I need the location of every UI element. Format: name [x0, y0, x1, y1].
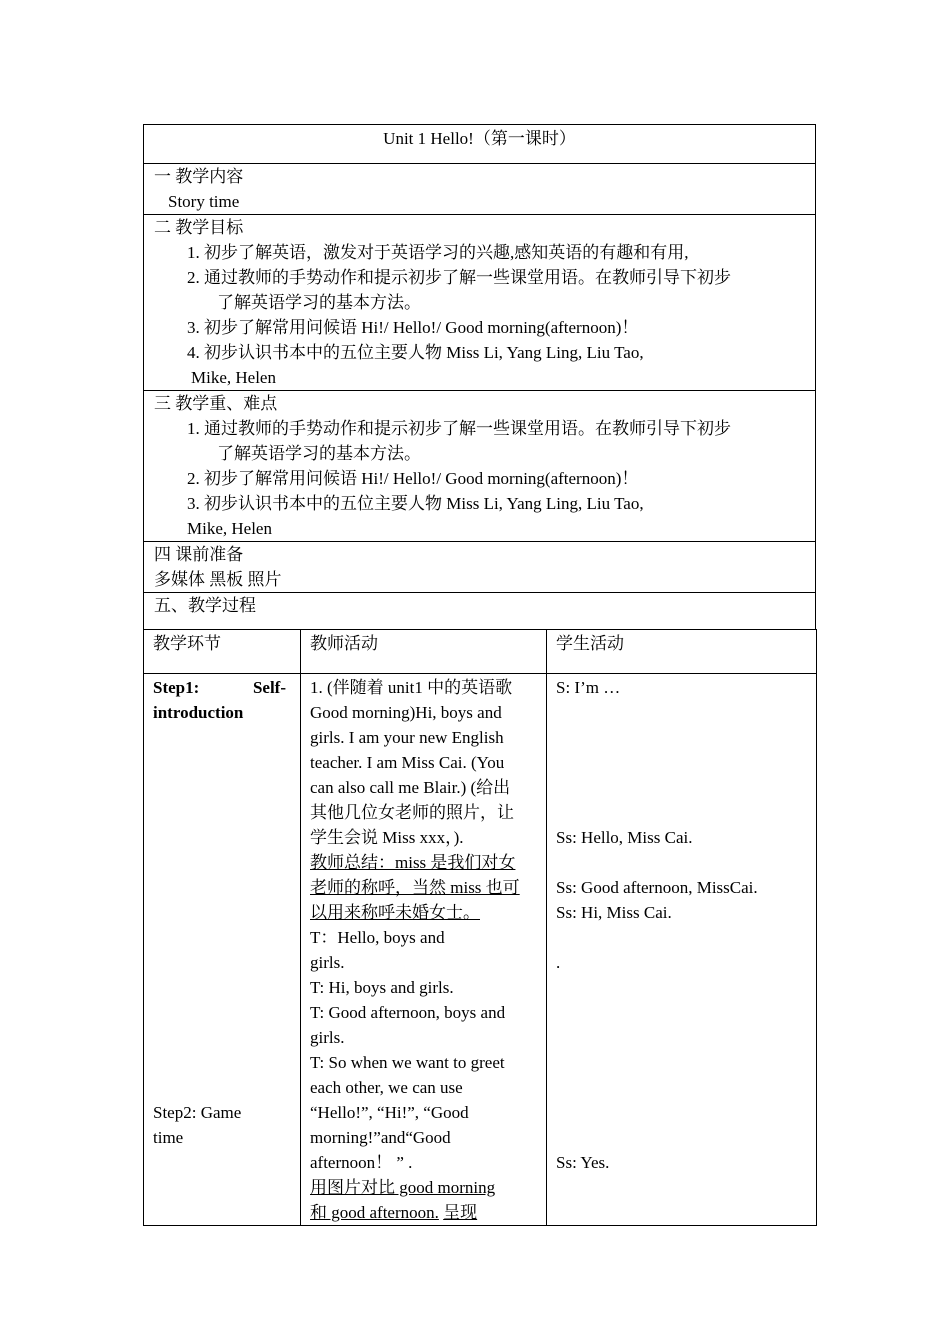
goal-item: 了解英语学习的基本方法。 — [217, 293, 421, 312]
process-table — [143, 629, 817, 1226]
title-row — [144, 125, 815, 164]
student-line: . — [556, 953, 561, 972]
teacher-line: T: So when we want to greet — [310, 1053, 505, 1072]
section-process — [144, 593, 815, 629]
teacher-summary-line: 以用来称呼未婚女士。 — [310, 903, 480, 922]
section-content-text: Story time — [168, 192, 240, 211]
student-line: Ss: Hello, Miss Cai. — [556, 828, 693, 847]
teacher-line: “Hello!”, “Hi!”, “Good — [310, 1103, 469, 1122]
teacher-line: 其他几位女老师的照片，让 — [310, 803, 514, 822]
header-student: 学生活动 — [547, 630, 817, 674]
step1-label-cont: introduction — [153, 703, 244, 722]
lesson-plan-outline — [143, 124, 816, 630]
teacher-summary-line: 教师总结：miss 是我们对女 — [310, 853, 516, 872]
section-process-heading: 五、教学过程 — [154, 596, 256, 615]
teacher-line: T: Good afternoon, boys and — [310, 1003, 506, 1022]
section-content-heading: 一 教学内容 — [154, 167, 244, 186]
student-line: S: I’m … — [556, 678, 621, 697]
header-teacher: 教师活动 — [301, 630, 547, 674]
step2-label-cont: time — [153, 1128, 184, 1147]
goal-item: 1. 初步了解英语，激发对于英语学习的兴趣,感知英语的有趣和有用, — [187, 243, 689, 262]
teacher-line: Good morning)Hi, boys and — [310, 703, 502, 722]
teacher-line: afternoon！ ” . — [310, 1153, 413, 1172]
section-goals — [144, 215, 815, 391]
keypoint-item: 2. 初步了解常用问候语 Hi!/ Hello!/ Good morning(afternoon)！ — [187, 469, 639, 488]
lesson-plan-page — [143, 124, 816, 1226]
section-preparation-heading: 四 课前准备 — [154, 545, 244, 564]
teacher-line: girls. I am your new English — [310, 728, 504, 747]
section-goals-heading: 二 教学目标 — [154, 218, 244, 237]
page-title: Unit 1 Hello!（第一课时） — [383, 129, 576, 148]
keypoint-item: 了解英语学习的基本方法。 — [217, 444, 421, 463]
teacher-line: 学生会说 Miss xxx，). — [310, 828, 464, 847]
teacher-line: can also call me Blair.) (给出 — [310, 778, 511, 797]
keypoint-item: 3. 初步认识书本中的五位主要人物 Miss Li, Yang Ling, Liu Tao, — [187, 494, 644, 513]
student-line: Ss: Yes. — [556, 1153, 610, 1172]
section-keypoints — [144, 391, 815, 542]
header-stage: 教学环节 — [144, 630, 301, 674]
stage-cell — [144, 674, 301, 1226]
teacher-line: morning!”and“Good — [310, 1128, 451, 1147]
teacher-line: T: Hi, boys and girls. — [310, 978, 454, 997]
teacher-line: teacher. I am Miss Cai. (You — [310, 753, 505, 772]
section-preparation — [144, 542, 815, 593]
teacher-line: girls. — [310, 1028, 345, 1047]
goal-item: Mike, Helen — [191, 368, 276, 387]
goal-item: 3. 初步了解常用问候语 Hi!/ Hello!/ Good morning(afternoon)！ — [187, 318, 639, 337]
teacher-line: 1. (伴随着 unit1 中的英语歌 — [310, 678, 513, 697]
step2-label: Step2: Game — [153, 1103, 242, 1122]
teacher-summary-line: 老师的称呼，当然 miss 也可 — [310, 878, 520, 897]
teacher-line: girls. — [310, 953, 345, 972]
student-line: Ss: Hi, Miss Cai. — [556, 903, 672, 922]
keypoint-item: 1. 通过教师的手势动作和提示初步了解一些课堂用语。在教师引导下初步 — [187, 419, 731, 438]
keypoint-item: Mike, Helen — [187, 519, 272, 538]
section-content — [144, 164, 815, 215]
section-keypoints-heading: 三 教学重、难点 — [154, 394, 278, 413]
process-row — [144, 674, 817, 1226]
student-line: Ss: Good afternoon, MissCai. — [556, 878, 758, 897]
teacher-picture-line: 用图片对比 good morning — [310, 1178, 496, 1197]
student-activity-cell — [547, 674, 817, 1226]
teacher-picture-line: 和 good afternoon. 呈现 — [310, 1203, 478, 1222]
process-header-row — [144, 630, 817, 674]
goal-item: 2. 通过教师的手势动作和提示初步了解一些课堂用语。在教师引导下初步 — [187, 268, 731, 287]
goal-item: 4. 初步认识书本中的五位主要人物 Miss Li, Yang Ling, Liu Tao, — [187, 343, 644, 362]
section-preparation-text: 多媒体 黑板 照片 — [154, 570, 282, 589]
teacher-activity-cell — [301, 674, 547, 1226]
step1-label: Step1: Self- — [153, 678, 286, 697]
teacher-line: T：Hello, boys and — [310, 928, 445, 947]
teacher-line: each other, we can use — [310, 1078, 463, 1097]
